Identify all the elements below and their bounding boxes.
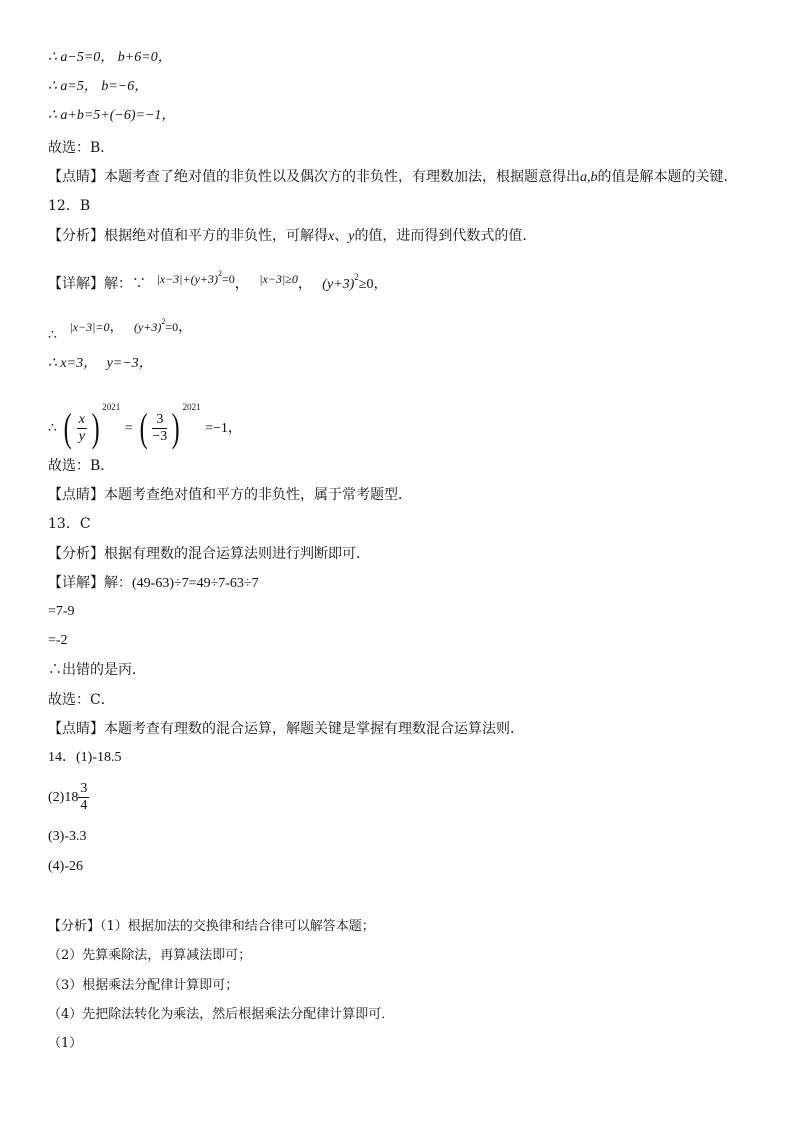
detail-12-zeros	[48, 312, 192, 345]
square-nonneg: (y+3)	[322, 277, 355, 292]
analysis-14-2: （2）先算乘除法，再算减法即可；	[48, 948, 252, 963]
comment-11	[48, 167, 738, 188]
numerator-x: x	[78, 411, 85, 427]
mixed-fraction	[78, 781, 89, 814]
analysis-12-var-x: x	[328, 229, 335, 244]
exponent-2: 2	[354, 272, 359, 282]
geq-zero: ≥0	[358, 277, 374, 292]
comment-11-vars: a,b	[580, 170, 598, 185]
fraction-3-over-neg3	[152, 412, 167, 445]
detail-13-step1: =7-9	[48, 604, 75, 619]
fraction-x-over-y	[77, 412, 87, 445]
result-neg1: =−1	[205, 421, 228, 436]
exponent-2: 2	[218, 269, 222, 278]
comma: ，	[227, 420, 242, 436]
part-label: (2)	[48, 790, 65, 805]
analysis-12-text-a: 【分析】根据绝对值和平方的非负性，可解得	[48, 228, 328, 244]
x-value: ∴ x=3，	[48, 356, 98, 371]
analysis-12-text-b: 的值，进而得到代数式的值．	[354, 228, 537, 244]
comment-12: 【点睛】本题考查绝对值和平方的非负性，属于常考题型．	[48, 487, 412, 503]
equals-sign: =	[124, 421, 133, 436]
question-14-part3: (3)-3.3	[48, 829, 87, 844]
answer-choice-11: 故选：B．	[48, 140, 115, 156]
question-13-answer: 13．C	[48, 516, 91, 532]
left-paren: (	[64, 405, 73, 450]
square-base: (y+3)	[133, 320, 162, 334]
therefore-symbol: ∴	[48, 420, 57, 436]
equation-abs-plus-square: |x−3|+(y+3)	[156, 272, 218, 286]
right-paren: )	[171, 405, 180, 450]
comma: ，	[234, 276, 249, 292]
left-paren: (	[139, 405, 148, 450]
abs-nonneg: |x−3|≥0	[259, 272, 298, 286]
comma: ，	[373, 276, 388, 292]
analysis-14-1: 【分析】（1）根据加法的交换律和结合律可以解答本题；	[48, 919, 375, 934]
analysis-14-4: （4）先把除法转化为乘法，然后根据乘法分配律计算即可．	[48, 1007, 395, 1022]
question-14-part2	[48, 780, 91, 816]
line-a-minus-5: ∴ a−5=0， b+6=0，	[48, 50, 172, 65]
question-12-answer: 12．B	[48, 198, 91, 214]
answer-choice-12: 故选：B．	[48, 458, 115, 474]
detail-13-expression: (49-63)÷7=49÷7-63÷7	[132, 576, 259, 591]
detail-13-label: 【详解】解：	[48, 575, 132, 591]
detail-13-conclusion: ∴出错的是丙．	[48, 662, 146, 678]
comma: ，	[109, 319, 124, 335]
comment-13: 【点睛】本题考查有理数的混合运算，解题关键是掌握有理数混合运算法则．	[48, 721, 524, 737]
comment-11-text-a: 【点睛】本题考查了绝对值的非负性以及偶次方的非负性，有理数加法，根据题意得出	[48, 169, 580, 185]
analysis-13: 【分析】根据有理数的混合运算法则进行判断即可．	[48, 546, 370, 562]
numerator-3: 3	[80, 781, 88, 797]
detail-13-step2: =-2	[48, 633, 68, 648]
detail-14-part1-label: （1）	[48, 1036, 83, 1051]
denominator-4: 4	[80, 798, 88, 814]
analysis-12	[48, 226, 536, 247]
right-paren: )	[91, 405, 100, 450]
detail-12-given	[48, 264, 387, 295]
comment-11-text-b: 的值是解本题的关键．	[597, 169, 738, 185]
numerator-3: 3	[152, 412, 167, 429]
equals-zero: =0	[222, 272, 235, 286]
analysis-12-var-y: y	[348, 229, 355, 244]
comma: ，	[178, 319, 193, 335]
exponent-2021: 2021	[102, 402, 121, 412]
therefore-symbol: ∴	[48, 327, 57, 343]
whole-part: 18	[64, 790, 79, 805]
detail-12-label: 【详解】解：∵	[48, 276, 146, 292]
detail-12-power	[48, 384, 242, 452]
exponent-2021: 2021	[182, 402, 201, 412]
answer-choice-13: 故选：C．	[48, 692, 115, 708]
abs-equals-zero: |x−3|=0	[69, 320, 110, 334]
detail-13	[48, 573, 259, 594]
detail-12-values	[48, 354, 153, 374]
y-value: y=−3，	[106, 356, 153, 371]
question-14-part4: (4)-26	[48, 859, 83, 874]
analysis-14-3: （3）根据乘法分配律计算即可；	[48, 978, 239, 993]
comma: ，	[297, 276, 312, 292]
line-a-plus-b: ∴ a+b=5+(−6)=−1，	[48, 108, 176, 123]
exponent-2: 2	[161, 317, 166, 326]
line-a-equals-5: ∴ a=5， b=−6，	[48, 79, 149, 94]
analysis-12-sep: 、	[334, 228, 349, 244]
question-14-part1: 14．(1)-18.5	[48, 750, 122, 765]
equals-zero: =0	[165, 320, 179, 334]
denominator-neg3: −3	[152, 428, 168, 444]
denominator-y: y	[78, 428, 85, 444]
